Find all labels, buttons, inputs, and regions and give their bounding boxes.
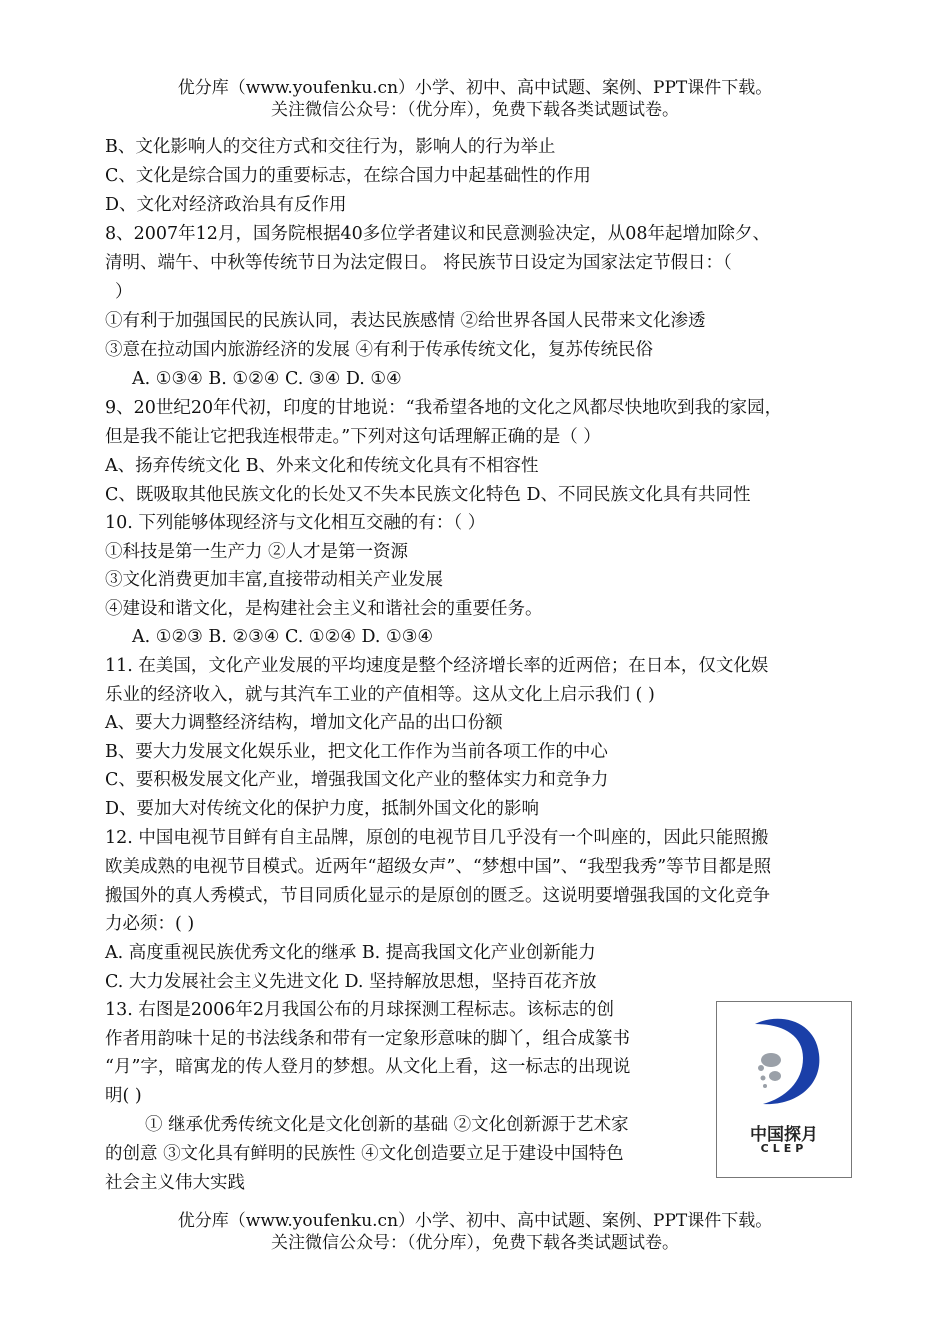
question-line: 作者用韵味十足的书法线条和带有一定象形意味的脚丫，组合成篆书 xyxy=(105,1029,630,1049)
statement-line: ①科技是第一生产力 ②人才是第一资源 xyxy=(105,542,409,562)
lunar-exploration-logo xyxy=(716,1001,852,1178)
question-line: 欧美成熟的电视节目模式。近两年“超级女声”、“梦想中国”、“我型我秀”等节目都是照 xyxy=(105,857,772,877)
option-line: C、要积极发展文化产业，增强我国文化产业的整体实力和竞争力 xyxy=(105,770,609,790)
logo-chinese-text: 中国探月 xyxy=(750,1125,818,1145)
header-line-2: 关注微信公众号：（优分库），免费下载各类试题试卷。 xyxy=(271,100,679,120)
question-line: 力必须：( ) xyxy=(105,914,195,934)
option-line: B、要大力发展文化娱乐业，把文化工作作为当前各项工作的中心 xyxy=(105,742,608,762)
question-line: ） xyxy=(115,282,133,302)
answer-options: A. ①②③ B. ②③④ C. ①②④ D. ①③④ xyxy=(132,627,434,647)
question-line: 清明、端午、中秋等传统节日为法定假日。 将民族节日设定为国家法定节假日：（ xyxy=(105,253,732,273)
question-line: 13. 右图是2006年2月我国公布的月球探测工程标志。该标志的创 xyxy=(105,1000,615,1020)
question-line: 8、2007年12月，国务院根据40多位学者建议和民意测验决定，从08年起增加除夕、 xyxy=(105,224,770,244)
logo-english-text: CLEP xyxy=(760,1142,808,1155)
question-line: 乐业的经济收入，就与其汽车工业的产值相等。这从文化上启示我们 ( ) xyxy=(105,685,655,705)
question-line: 12. 中国电视节目鲜有自主品牌，原创的电视节目几乎没有一个叫座的，因此只能照搬 xyxy=(105,828,769,848)
question-line: 11. 在美国，文化产业发展的平均速度是整个经济增长率的近两倍；在日本，仅文化娱 xyxy=(105,656,769,676)
option-line: D、要加大对传统文化的保护力度，抵制外国文化的影响 xyxy=(105,799,540,819)
option-line: C. 大力发展社会主义先进文化 D. 坚持解放思想，坚持百花齐放 xyxy=(105,972,597,992)
statement-line: 社会主义伟大实践 xyxy=(105,1173,245,1193)
option-line: C、文化是综合国力的重要标志，在综合国力中起基础性的作用 xyxy=(105,166,591,186)
question-line: “月”字，暗寓龙的传人登月的梦想。从文化上看，这一标志的出现说 xyxy=(105,1057,631,1077)
answer-options: A. ①③④ B. ①②④ C. ③④ D. ①④ xyxy=(132,369,402,389)
statement-line: ① 继承优秀传统文化是文化创新的基础 ②文化创新源于艺术家 xyxy=(145,1115,629,1135)
statement-line: ①有利于加强国民的民族认同，表达民族感情 ②给世界各国人民带来文化渗透 xyxy=(105,311,706,331)
statement-line: ③文化消费更加丰富,直接带动相关产业发展 xyxy=(105,570,444,590)
moon-logo-icon xyxy=(717,1002,851,1122)
question-line: 搬国外的真人秀模式，节目同质化显示的是原创的匮乏。这说明要增强我国的文化竞争 xyxy=(105,886,770,906)
header-line-1: 优分库（www.youfenku.cn）小学、初中、高中试题、案例、PPT课件下载。 xyxy=(177,78,773,98)
question-line: 明( ) xyxy=(105,1086,142,1106)
option-line: A、要大力调整经济结构，增加文化产品的出口份额 xyxy=(105,713,503,733)
option-line: D、文化对经济政治具有反作用 xyxy=(105,195,347,215)
statement-line: 的创意 ③文化具有鲜明的民族性 ④文化创造要立足于建设中国特色 xyxy=(105,1144,624,1164)
statement-line: ③意在拉动国内旅游经济的发展 ④有利于传承传统文化，复苏传统民俗 xyxy=(105,340,654,360)
option-line: B、文化影响人的交往方式和交往行为，影响人的行为举止 xyxy=(105,137,556,157)
question-line: 但是我不能让它把我连根带走。”下列对这句话理解正确的是（ ） xyxy=(105,427,601,447)
question-line: 9、20世纪20年代初，印度的甘地说：“我希望各地的文化之风都尽快地吹到我的家园， xyxy=(105,398,783,418)
option-line: C、既吸取其他民族文化的长处又不失本民族文化特色 D、不同民族文化具有共同性 xyxy=(105,485,751,505)
statement-line: ④建设和谐文化，是构建社会主义和谐社会的重要任务。 xyxy=(105,599,543,619)
option-line: A. 高度重视民族优秀文化的继承 B. 提高我国文化产业创新能力 xyxy=(105,943,596,963)
footer-line-1: 优分库（www.youfenku.cn）小学、初中、高中试题、案例、PPT课件下载。 xyxy=(177,1211,773,1231)
question-line: 10. 下列能够体现经济与文化相互交融的有：（ ） xyxy=(105,513,486,533)
option-line: A、扬弃传统文化 B、外来文化和传统文化具有不相容性 xyxy=(105,456,539,476)
footer-line-2: 关注微信公众号：（优分库），免费下载各类试题试卷。 xyxy=(271,1233,679,1253)
